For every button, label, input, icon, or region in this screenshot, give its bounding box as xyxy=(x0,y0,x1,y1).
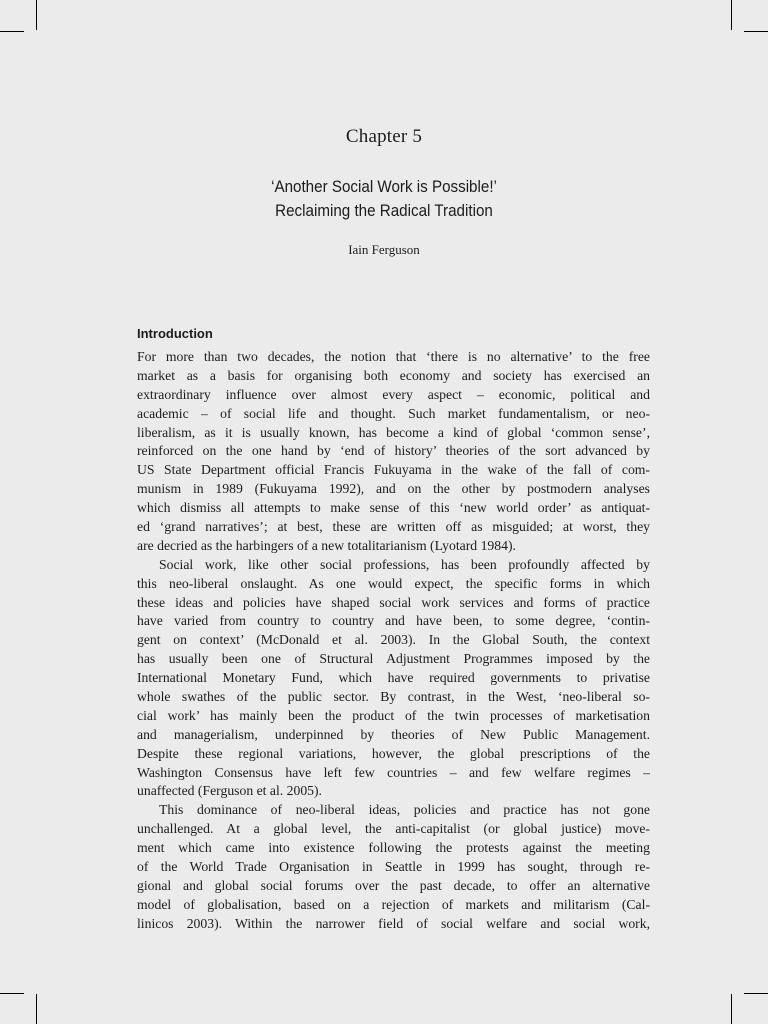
chapter-author: Iain Ferguson xyxy=(348,242,420,257)
crop-mark-bottom-right-vertical xyxy=(731,994,732,1024)
crop-mark-bottom-right-horizontal xyxy=(744,993,768,994)
text-line: whole swathes of the public sector. By contrast, in the West, ‘neo-liberal so- xyxy=(137,689,650,705)
text-line: have varied from country to country and have been, to some degree, ‘contin- xyxy=(137,613,650,629)
crop-mark-bottom-left-vertical xyxy=(36,994,37,1024)
text-line: For more than two decades, the notion that ‘there is no alternative’ to the free xyxy=(137,349,650,364)
chapter-number: Chapter 5 xyxy=(345,126,423,147)
section-heading-introduction: Introduction xyxy=(137,326,213,341)
text-line: Washington Consensus have left few countries – and few welfare regimes – xyxy=(137,764,650,780)
text-line: linicos 2003). Within the narrower field of social welfare and social work, xyxy=(137,915,650,931)
crop-mark-bottom-left-horizontal xyxy=(0,993,24,994)
paragraph-2 xyxy=(137,556,650,802)
crop-mark-top-right-horizontal xyxy=(744,31,768,32)
text-line: gional and global social forums over the past decade, to offer an alternative xyxy=(137,877,650,893)
text-line: Despite these regional variations, however, the global prescriptions of the xyxy=(137,745,650,761)
crop-mark-top-right-vertical xyxy=(731,0,732,30)
text-line: ment which came into existence following the protests against the meeting xyxy=(137,840,650,856)
text-line: unchallenged. At a global level, the anti-capitalist (or global justice) move- xyxy=(137,821,650,837)
text-line: cial work’ has mainly been the product of the twin processes of marketisation xyxy=(137,707,650,723)
paragraph-1 xyxy=(137,348,650,556)
chapter-title-line-2: Reclaiming the Radical Tradition xyxy=(275,202,493,220)
text-line: of the World Trade Organisation in Seattle in 1999 has sought, through re- xyxy=(137,859,650,875)
text-line: and managerialism, underpinned by theories of New Public Management. xyxy=(137,726,650,742)
paragraph-3 xyxy=(137,801,650,933)
text-line: has usually been one of Structural Adjustment Programmes imposed by the xyxy=(137,651,650,667)
chapter-title xyxy=(31,175,738,223)
crop-mark-top-left-horizontal xyxy=(0,31,24,32)
text-line: this neo-liberal onslaught. As one would expect, the specific forms in which xyxy=(137,575,650,591)
body-text xyxy=(137,348,650,934)
text-line: This dominance of neo-liberal ideas, policies and practice has not gone xyxy=(159,802,650,818)
text-line: which dismiss all attempts to make sense of this ‘new world order’ as antiquat- xyxy=(137,500,650,516)
text-line: reinforced on the one hand by ‘end of history’ theories of the sort advanced by xyxy=(137,443,650,459)
text-line: International Monetary Fund, which have required governments to privatise xyxy=(137,670,650,686)
text-line: academic – of social life and thought. Such market fundamentalism, or neo- xyxy=(137,405,650,421)
chapter-title-line-1: ‘Another Social Work is Possible!’ xyxy=(271,178,497,196)
crop-mark-top-left-vertical xyxy=(36,0,37,30)
text-line: unaffected (Ferguson et al. 2005). xyxy=(137,783,322,799)
text-line: gent on context’ (McDonald et al. 2003). In the Global South, the context xyxy=(137,632,650,648)
text-line: market as a basis for organising both economy and society has exercised an xyxy=(137,367,650,383)
text-line: munism in 1989 (Fukuyama 1992), and on the other by postmodern analyses xyxy=(137,481,650,497)
text-line: US State Department official Francis Fukuyama in the wake of the fall of com- xyxy=(137,462,650,478)
text-line: these ideas and policies have shaped social work services and forms of practice xyxy=(137,594,650,610)
text-line: are decried as the harbingers of a new totalitarianism (Lyotard 1984). xyxy=(137,537,516,553)
text-line: model of globalisation, based on a rejection of markets and militarism (Cal- xyxy=(137,896,650,912)
text-line: extraordinary influence over almost every aspect – economic, political and xyxy=(137,386,650,402)
text-line: liberalism, as it is usually known, has become a kind of global ‘common sense’, xyxy=(137,424,650,440)
text-line: Social work, like other social professions, has been profoundly affected by xyxy=(159,556,650,572)
text-line: ed ‘grand narratives’; at best, these are written off as misguided; at worst, they xyxy=(137,519,650,535)
